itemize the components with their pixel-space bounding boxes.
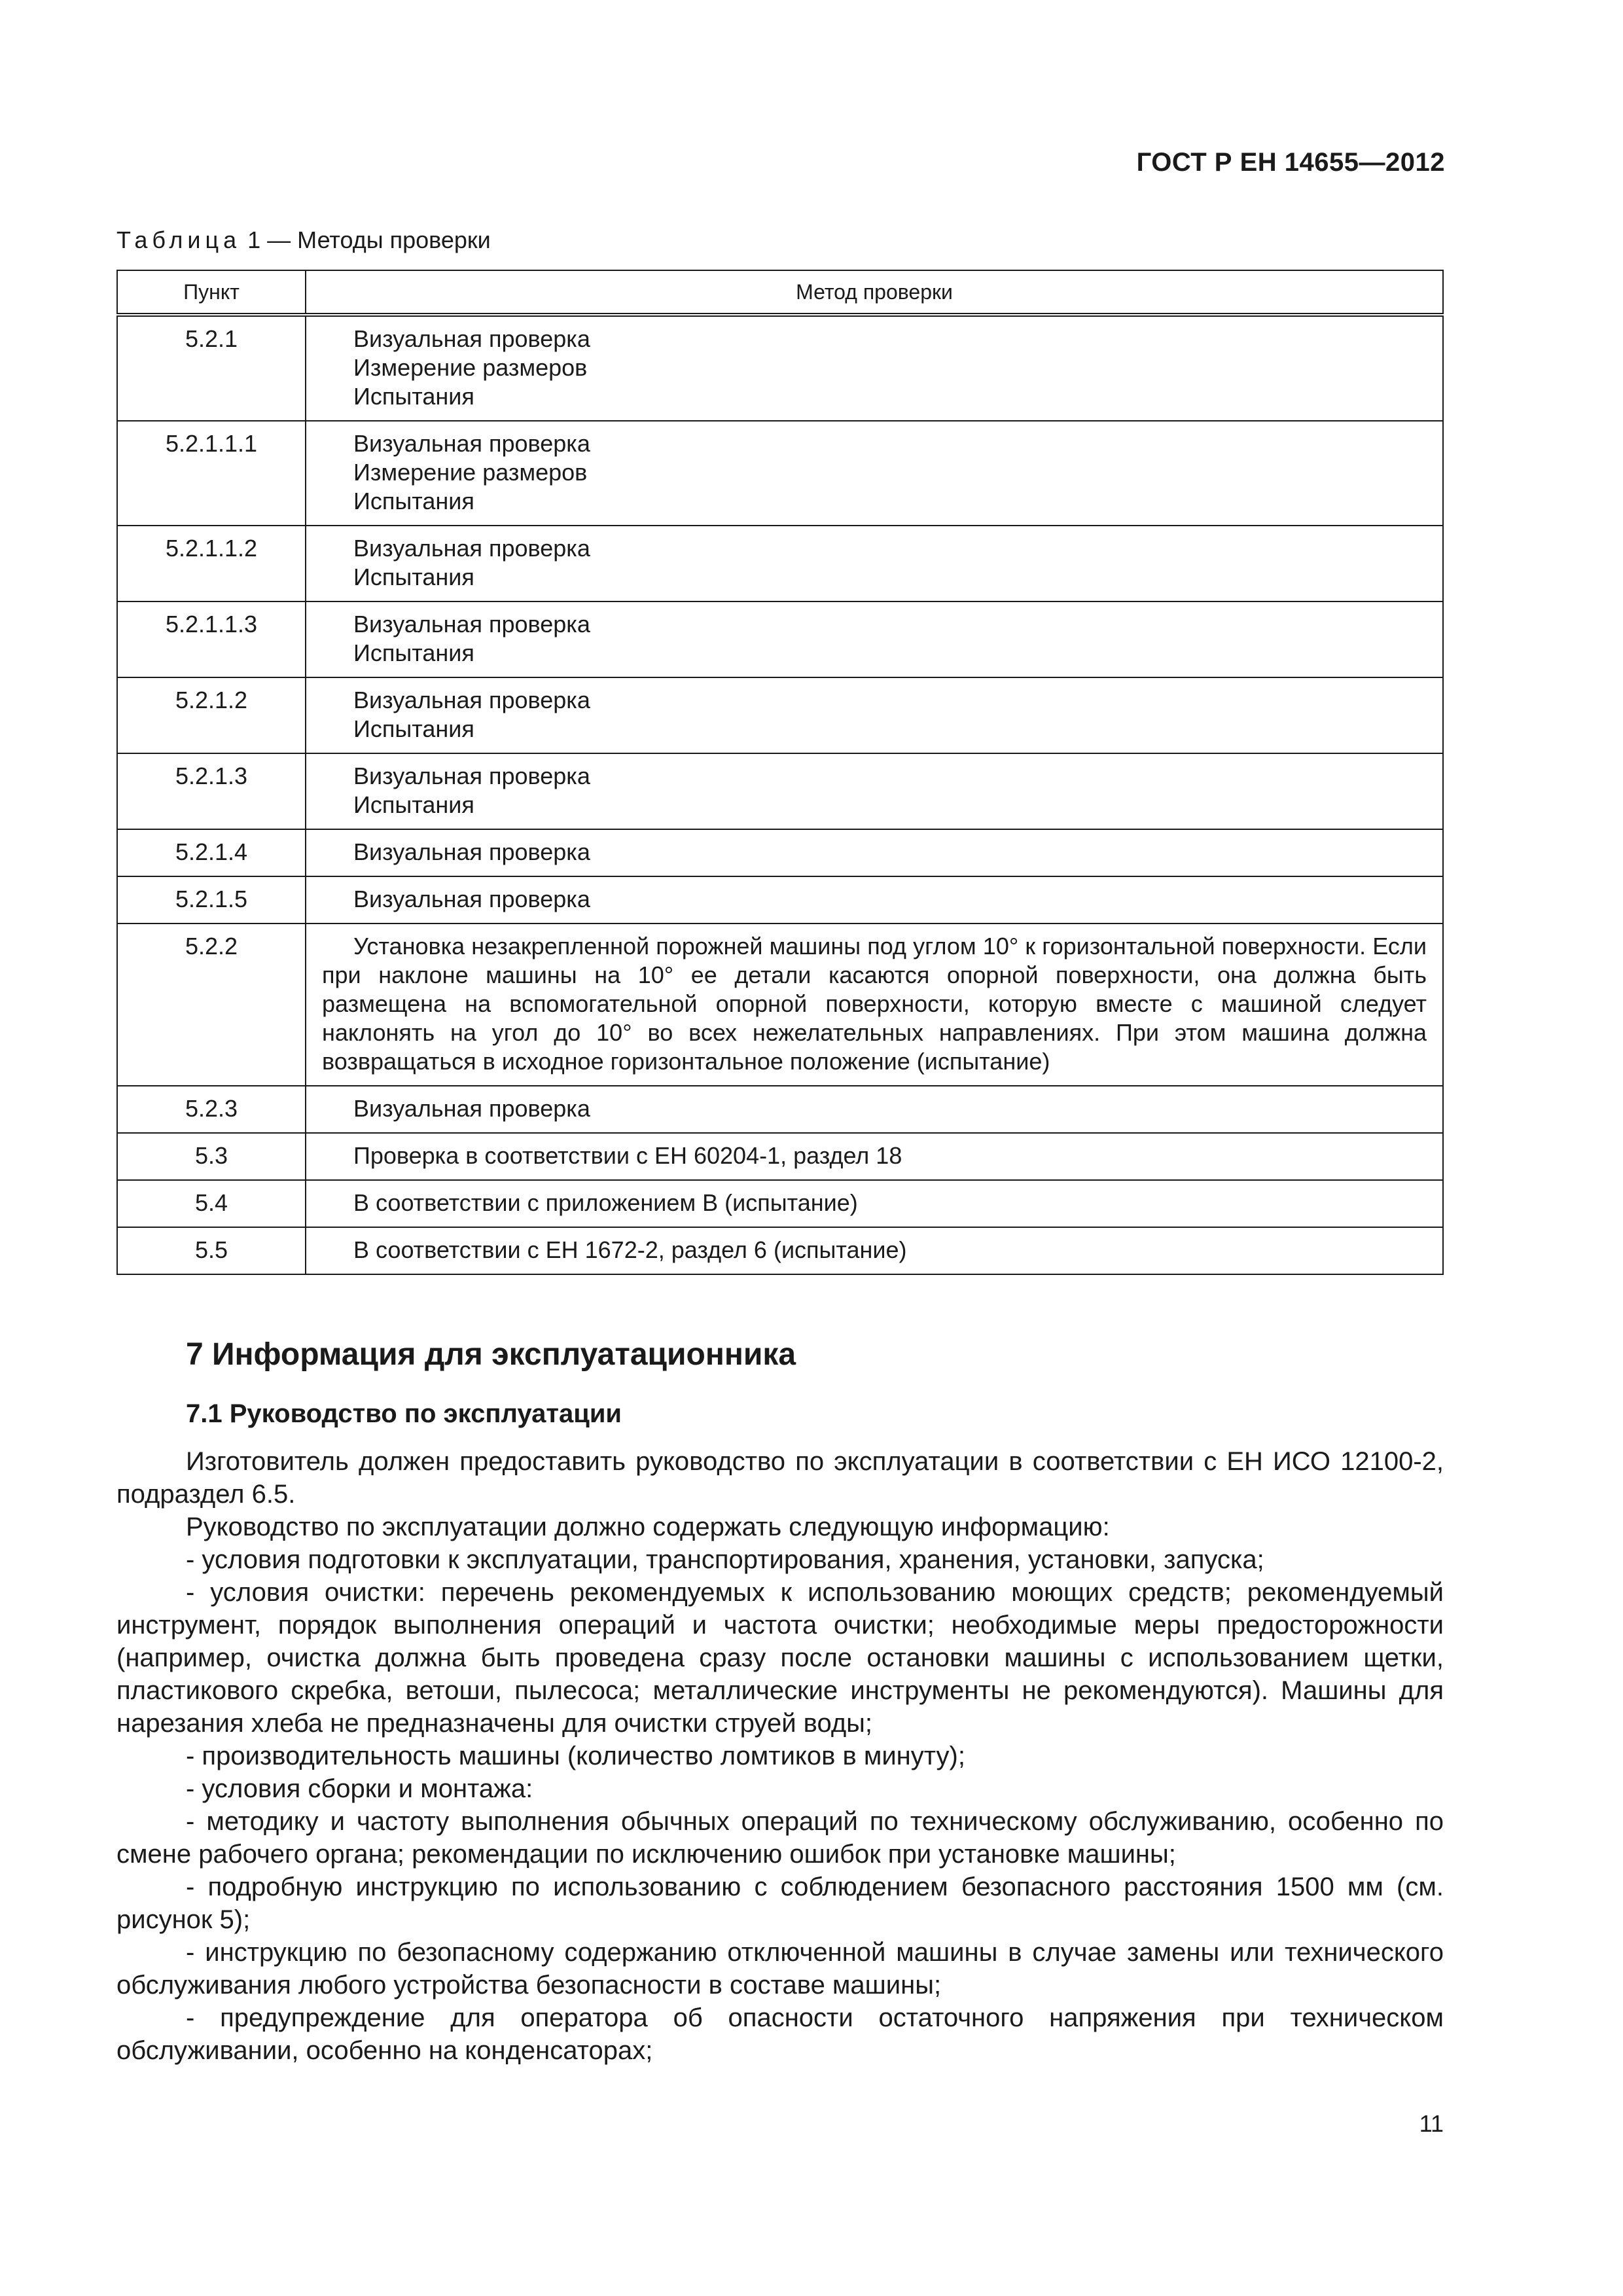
table-caption: [116, 226, 491, 254]
method-line: Визуальная проверка: [353, 687, 590, 713]
method-line: Испытания: [353, 791, 474, 818]
table-cell-method: [306, 601, 1443, 677]
column-header-method: Метод проверки: [306, 270, 1443, 315]
method-line: Визуальная проверка: [353, 762, 590, 789]
method-line: Визуальная проверка: [353, 611, 590, 637]
table-cell-method: [306, 1180, 1443, 1227]
table-row: [117, 924, 1443, 1086]
method-line: Визуальная проверка: [353, 1095, 590, 1122]
column-header-item: Пункт: [117, 270, 306, 315]
document-code: ГОСТ Р ЕН 14655—2012: [1136, 148, 1445, 177]
method-line: В соответствии с ЕН 1672-2, раздел 6 (испытание): [353, 1236, 907, 1263]
table-row: [117, 1180, 1443, 1227]
method-line: Испытания: [353, 383, 474, 410]
table-cell-item: 5.2.3: [117, 1086, 306, 1133]
section-title: 7 Информация для эксплуатационника: [186, 1337, 796, 1372]
table-row: [117, 601, 1443, 677]
body-paragraph: - методику и частоту выполнения обычных операций по техническому обслуживанию, особенно по смене рабочего органа; рекомендации по исключению ошибок при установке машины;: [116, 1807, 1444, 1869]
table-cell-item: 5.5: [117, 1227, 306, 1274]
table-row: [117, 753, 1443, 829]
table-row: [117, 1133, 1443, 1180]
body-paragraph: - условия сборки и монтажа:: [186, 1774, 533, 1803]
method-line: Испытания: [353, 639, 474, 666]
table-cell-item: 5.2.1.2: [117, 677, 306, 753]
table-cell-method: [306, 1133, 1443, 1180]
page-number: 11: [1419, 2110, 1444, 2137]
method-line: Визуальная проверка: [353, 325, 590, 352]
table-caption-word: Таблица: [116, 226, 241, 253]
method-line: Измерение размеров: [353, 354, 588, 381]
table-row: [117, 421, 1443, 526]
body-paragraph: - условия очистки: перечень рекомендуемых к использованию моющих средств; рекомендуемый инструмент, порядок выполнения операций и частота очистки; необходимые меры предосторожности (например, очистка должна быть проведена сразу после остановки машины с использованием щетки, пластикового скребка, ветоши, пылесоса; металлические инструменты не рекомендуются). Машины для нарезания хлеба не предназначены для очистки струей воды;: [116, 1578, 1444, 1738]
body-paragraph: - подробную инструкцию по использованию с соблюдением безопасного расстояния 1500 мм (см. рисунок 5);: [116, 1873, 1444, 1934]
table-row: [117, 526, 1443, 601]
method-line: В соответствии с приложением В (испытание): [353, 1189, 858, 1216]
method-line: Проверка в соответствии с ЕН 60204-1, раздел 18: [353, 1142, 902, 1169]
table-cell-item: 5.2.1: [117, 315, 306, 421]
table-cell-item: 5.2.1.5: [117, 876, 306, 924]
method-line: Испытания: [353, 564, 474, 590]
method-line: Визуальная проверка: [353, 430, 590, 457]
table-cell-item: 5.4: [117, 1180, 306, 1227]
table-cell-item: 5.3: [117, 1133, 306, 1180]
body-paragraph: - производительность машины (количество ломтиков в минуту);: [186, 1742, 965, 1770]
table-cell-method: Установка незакрепленной порожней машины под углом 10° к горизонтальной поверхности. Если при наклоне машины на 10° ее детали касаются опорной поверхности, она должна быть размещена на вспомогательной опорной поверхности, которую вместе с машиной следует наклонять на угол до 10° во всех нежелательных направлениях. При этом машина должна возвращаться в исходное горизонтальное положение (испытание): [306, 924, 1443, 1086]
subsection-title: 7.1 Руководство по эксплуатации: [186, 1399, 622, 1428]
table-row: [117, 876, 1443, 924]
table-row: [117, 315, 1443, 421]
body-paragraph: Руководство по эксплуатации должно содержать следующую информацию:: [186, 1513, 1110, 1541]
body-paragraph: - условия подготовки к эксплуатации, транспортирования, хранения, установки, запуска;: [186, 1545, 1264, 1574]
table-row: [117, 829, 1443, 876]
table-cell-item: 5.2.2: [117, 924, 306, 1086]
table-cell-method: [306, 315, 1443, 421]
table-caption-text: 1 — Методы проверки: [241, 226, 491, 253]
body-paragraph: Изготовитель должен предоставить руководство по эксплуатации в соответствии с ЕН ИСО 12100-2, подраздел 6.5.: [116, 1447, 1444, 1509]
table-row: [117, 677, 1443, 753]
table-cell-method: [306, 677, 1443, 753]
methods-table: [116, 270, 1444, 1275]
table-cell-item: 5.2.1.1.3: [117, 601, 306, 677]
table-cell-method: [306, 421, 1443, 526]
table-cell-method: [306, 526, 1443, 601]
table-cell-item: 5.2.1.1.1: [117, 421, 306, 526]
table-cell-method: [306, 1227, 1443, 1274]
method-line: Визуальная проверка: [353, 886, 590, 912]
table-header-row: [117, 270, 1443, 315]
table-body: [117, 315, 1443, 1274]
table-row: [117, 1227, 1443, 1274]
table-cell-item: 5.2.1.1.2: [117, 526, 306, 601]
section-body: [116, 1445, 1444, 2067]
method-line: Измерение размеров: [353, 459, 588, 486]
table-cell-item: 5.2.1.3: [117, 753, 306, 829]
method-line: Визуальная проверка: [353, 535, 590, 562]
table-row: [117, 1086, 1443, 1133]
method-line: Испытания: [353, 488, 474, 514]
table-cell-method: [306, 1086, 1443, 1133]
table-cell-method: [306, 829, 1443, 876]
table-cell-method: [306, 753, 1443, 829]
body-paragraph: - предупреждение для оператора об опасности остаточного напряжения при техническом обслуживании, особенно на конденсаторах;: [116, 2003, 1444, 2065]
table-cell-method: [306, 876, 1443, 924]
method-line: Испытания: [353, 715, 474, 742]
method-line: Визуальная проверка: [353, 838, 590, 865]
body-paragraph: - инструкцию по безопасному содержанию отключенной машины в случае замены или технического обслуживания любого устройства безопасности в составе машины;: [116, 1938, 1444, 2000]
table-cell-item: 5.2.1.4: [117, 829, 306, 876]
